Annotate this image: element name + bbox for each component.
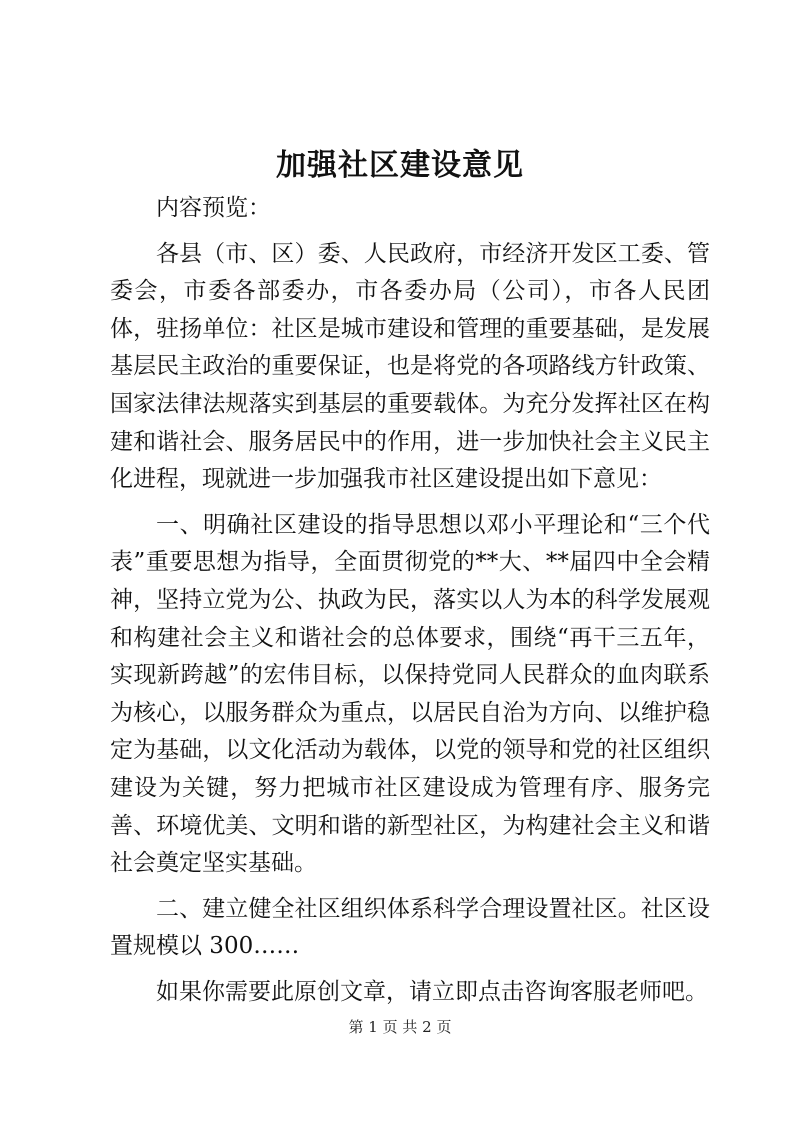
section-two-paragraph: 二、建立健全社区组织体系科学合理设置社区。社区设置规模以 300…… <box>110 895 710 960</box>
document-title: 加强社区建设意见 <box>276 148 524 183</box>
closing-paragraph: 如果你需要此原创文章，请立即点击咨询客服老师吧。 <box>156 978 708 1005</box>
intro-paragraph: 各县（市、区）委、人民政府，市经济开发区工委、管委会，市委各部委办，市各委办局（公司），市各人民团体，驻扬单位：社区是城市建设和管理的重要基础，是发展基层民主政治的重要保证，也是将党的各项路线方针政策、国家法律法规落实到基层的重要载体。为充分发挥社区在构建和谐社会、服务居民中的作用，进一步加快社会主义民主化进程，现就进一步加强我市社区建设提出如下意见： <box>110 240 710 493</box>
section-one-paragraph: 一、明确社区建设的指导思想以邓小平理论和“三个代表”重要思想为指导，全面贯彻党的**大、**届四中全会精神，坚持立党为公、执政为民，落实以人为本的科学发展观和构建社会主义和谐社会的总体要求，围绕“再干三五年，实现新跨越”的宏伟目标，以保持党同人民群众的血肉联系为核心，以服务群众为重点，以居民自治为方向、以维护稳定为基础，以文化活动为载体，以党的领导和党的社区组织建设为关键，努力把城市社区建设成为管理有序、服务完善、环境优美、文明和谐的新型社区，为构建社会主义和谐社会奠定坚实基础。 <box>110 511 710 877</box>
page-footer: 第 1 页 共 2 页 <box>348 1018 452 1036</box>
document-body <box>110 190 710 1013</box>
preview-label: 内容预览： <box>156 195 271 221</box>
